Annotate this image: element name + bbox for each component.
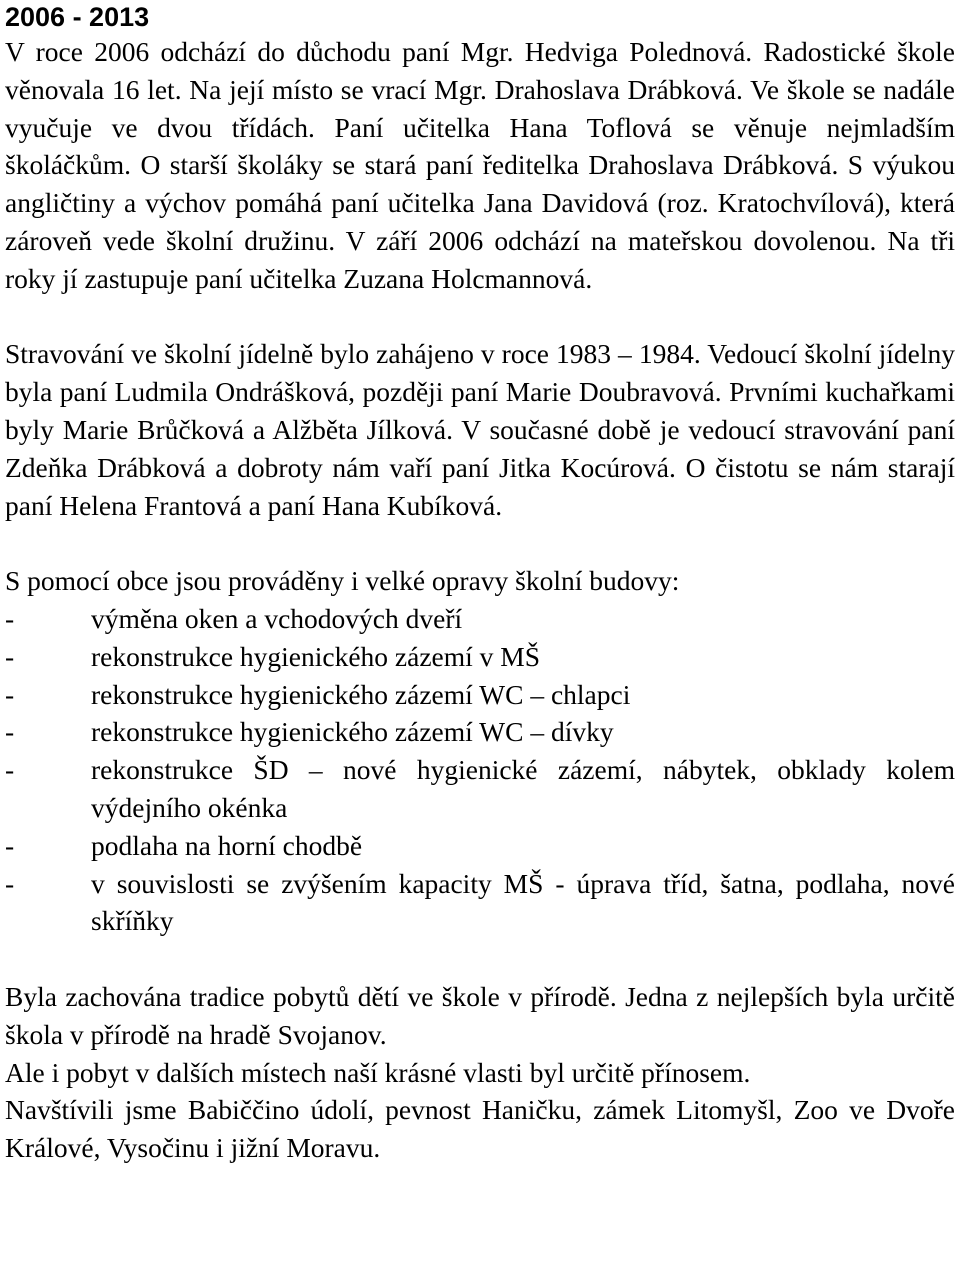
list-dash: - [5, 829, 15, 861]
list-item [5, 600, 955, 638]
list-dash: - [5, 640, 15, 672]
list-item-text: výměna oken a vchodových dveří [91, 602, 463, 634]
repairs-intro: S pomocí obce jsou prováděny i velké opravy školní budovy: [5, 565, 680, 597]
list-dash: - [5, 867, 15, 899]
list-dash: - [5, 602, 15, 634]
list-item-text: v souvislosti se zvýšením kapacity MŠ - úprava tříd, šatna, podlaha, nové skříňky [91, 867, 955, 937]
list-item-text: rekonstrukce ŠD – nové hygienické zázemí, nábytek, obklady kolem výdejního okénka [91, 754, 955, 823]
document-page [5, 0, 955, 1167]
list-item-text: rekonstrukce hygienického zázemí v MŠ [91, 640, 541, 672]
paragraph-visited-places: Navštívili jsme Babiččino údolí, pevnost Haničku, zámek Litomyšl, Zoo ve Dvoře Králové, Vysočinu i jižní Moravu. [5, 1094, 955, 1164]
list-item [5, 751, 955, 827]
list-item [5, 713, 955, 751]
list-item-text: rekonstrukce hygienického zázemí WC – chlapci [91, 678, 631, 710]
section-heading: 2006 - 2013 [5, 2, 150, 32]
paragraph-staff-changes: V roce 2006 odchází do důchodu paní Mgr. Hedviga Polednová. Radostické škole věnovala 16 let. Na její místo se vrací Mgr. Drahoslava Drábková. Ve škole se nadále vyučuje ve dvou třídách. Paní učitelka Hana Toflová se věnuje nejmladším školáčkům. O starší školáky se stará paní ředitelka Drahoslava Drábková. S výukou angličtiny a výchov pomáhá paní učitelka Jana Davidová (roz. Kratochvílová), která zároveň vede školní družinu. V září 2006 odchází na mateřskou dovolenou. Na tři roky jí zastupuje paní učitelka Zuzana Holcmannová. [5, 36, 955, 294]
paragraph-school-canteen: Stravování ve školní jídelně bylo zahájeno v roce 1983 – 1984. Vedoucí školní jídelny byla paní Ludmila Ondrášková, později paní Marie Doubravová. Prvními kuchařkami byly Marie Brůčková a Alžběta Jílková. V současné době je vedoucí stravování paní Zdeňka Drábková a dobroty nám vaří paní Jitka Kocúrová. O čistotu se nám starají paní Helena Frantová a paní Hana Kubíková. [5, 338, 955, 521]
list-item [5, 638, 955, 676]
list-item-text: rekonstrukce hygienického zázemí WC – dívky [91, 716, 614, 748]
list-item [5, 865, 955, 941]
paragraph-nature-school: Byla zachována tradice pobytů dětí ve škole v přírodě. Jedna z nejlepších byla určitě škola v přírodě na hradě Svojanov. [5, 980, 955, 1050]
list-dash: - [5, 678, 15, 710]
list-dash: - [5, 716, 15, 748]
list-item-text: podlaha na horní chodbě [91, 829, 363, 861]
repairs-list [5, 600, 955, 940]
list-item [5, 827, 955, 865]
list-dash: - [5, 754, 15, 786]
list-item [5, 676, 955, 714]
paragraph-other-trips: Ale i pobyt v dalších místech naší krásné vlasti byl určitě přínosem. [5, 1056, 751, 1088]
